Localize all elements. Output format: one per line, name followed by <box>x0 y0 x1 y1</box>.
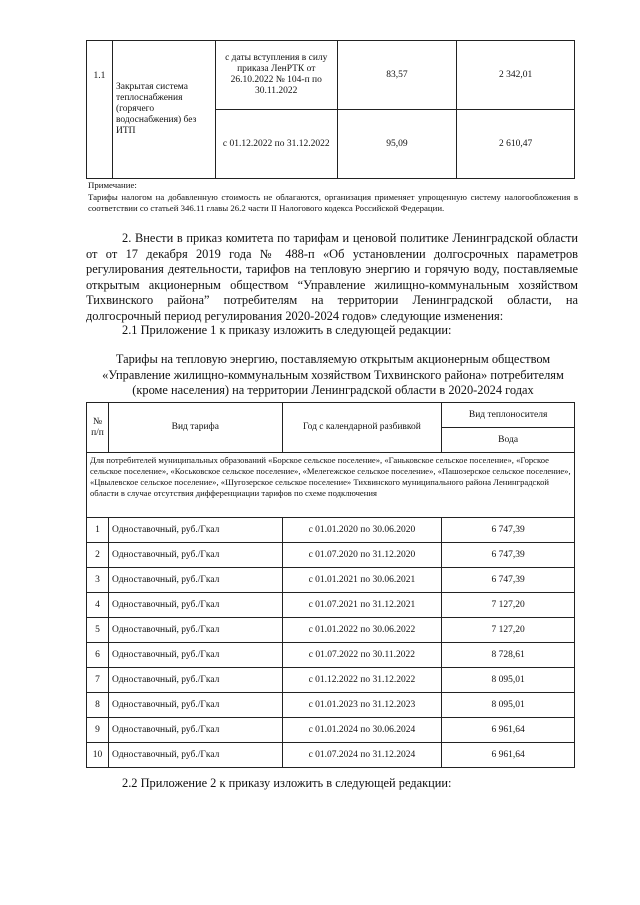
tariff-type: Одноставочный, руб./Гкал <box>108 693 282 718</box>
tariff-value: 8 095,01 <box>442 668 575 693</box>
table-row <box>87 568 575 593</box>
tariff-type: Одноставочный, руб./Гкал <box>108 518 282 543</box>
note-text: Тарифы налогом на добавленную стоимость не облагаются, организация применяет упрощенную систему налогообложения в соответствии со статьей 346.11 главы 26.2 части II Налогового кодекса Российской Федерации. <box>88 192 578 213</box>
period: с 01.01.2024 по 30.06.2024 <box>282 718 442 743</box>
tariff-type: Одноставочный, руб./Гкал <box>108 593 282 618</box>
table-row <box>87 743 575 768</box>
tariff-type: Одноставочный, руб./Гкал <box>108 743 282 768</box>
period: с 01.07.2024 по 31.12.2024 <box>282 743 442 768</box>
tariff-value: 6 961,64 <box>442 743 575 768</box>
table-row <box>87 718 575 743</box>
table-row <box>87 643 575 668</box>
paragraph-2: 2. Внести в приказ комитета по тарифам и ценовой политике Ленинградской области от от 17 декабря 2019 года № 488-п «Об установлении долгосрочных параметров регулирования деятельности, тарифов на тепловую энергию и горячую воду, поставляемые открытым акционерным обществом “Управление жилищно-коммунальным хозяйством Тихвинского района” потребителям на территории Ленинградской области, на долгосрочный период регулирования 2020-2024 годов» следующие изменения: <box>86 231 578 323</box>
header-year: Год с календарной разбивкой <box>282 403 442 453</box>
table-row <box>87 518 575 543</box>
row-num: 10 <box>87 743 109 768</box>
period: с 01.07.2022 по 30.11.2022 <box>282 643 442 668</box>
row-num: 6 <box>87 643 109 668</box>
table-row <box>87 668 575 693</box>
row-number: 1.1 <box>87 41 113 179</box>
tariff-value: 7 127,20 <box>442 593 575 618</box>
table-row <box>87 618 575 643</box>
row-num: 2 <box>87 543 109 568</box>
table-row <box>87 693 575 718</box>
row-num: 1 <box>87 518 109 543</box>
paragraph-2-2: 2.2 Приложение 2 к приказу изложить в следующей редакции: <box>122 776 452 790</box>
tariff-value: 7 127,20 <box>442 618 575 643</box>
top-tariff-table <box>86 40 575 179</box>
tariff-table <box>86 402 575 768</box>
table-row <box>87 543 575 568</box>
tariff-type: Одноставочный, руб./Гкал <box>108 718 282 743</box>
header-water: Вода <box>442 428 575 453</box>
tariff-value: 8 095,01 <box>442 693 575 718</box>
table-header-row <box>87 403 575 428</box>
system-description: Закрытая система теплоснабжения (горячего водоснабжения) без ИТП <box>112 41 215 179</box>
tariff-type: Одноставочный, руб./Гкал <box>108 543 282 568</box>
tariff-value: 6 961,64 <box>442 718 575 743</box>
period: с 01.12.2022 по 31.12.2022 <box>282 668 442 693</box>
row-num: 9 <box>87 718 109 743</box>
period: с 01.01.2023 по 31.12.2023 <box>282 693 442 718</box>
period-cell: с 01.12.2022 по 31.12.2022 <box>215 110 337 179</box>
tariff-type: Одноставочный, руб./Гкал <box>108 643 282 668</box>
value-cell: 95,09 <box>337 110 457 179</box>
table-row <box>87 593 575 618</box>
period: с 01.01.2022 по 30.06.2022 <box>282 618 442 643</box>
row-num: 3 <box>87 568 109 593</box>
value-cell: 2 610,47 <box>457 110 575 179</box>
row-num: 8 <box>87 693 109 718</box>
tariff-type: Одноставочный, руб./Гкал <box>108 568 282 593</box>
tariff-type: Одноставочный, руб./Гкал <box>108 668 282 693</box>
table-title: Тарифы на тепловую энергию, поставляемую открытым акционерным обществом «Управление жилищно-коммунальным хозяйством Тихвинского района» потребителям (кроме населения) на территории Ленинградской области в 2020-2024 годах <box>102 352 564 398</box>
row-num: 4 <box>87 593 109 618</box>
row-num: 5 <box>87 618 109 643</box>
merged-row <box>87 453 575 518</box>
tariff-value: 6 747,39 <box>442 543 575 568</box>
tariff-value: 6 747,39 <box>442 568 575 593</box>
tariff-value: 8 728,61 <box>442 643 575 668</box>
note-heading: Примечание: <box>88 180 137 190</box>
row-num: 7 <box>87 668 109 693</box>
header-num: № п/п <box>87 403 109 453</box>
header-carrier: Вид теплоносителя <box>442 403 575 428</box>
tariff-value: 6 747,39 <box>442 518 575 543</box>
period: с 01.07.2020 по 31.12.2020 <box>282 543 442 568</box>
tariff-type: Одноставочный, руб./Гкал <box>108 618 282 643</box>
header-tariff-type: Вид тарифа <box>108 403 282 453</box>
consumers-description: Для потребителей муниципальных образований «Борское сельское поселение», «Ганьковское сельское поселение», «Горское сельское поселение», «Коськовское сельское поселение», «Мелегежское сельское поселение», «Пашозерское сельское поселение», «Цвылевское сельское поселение», «Шугозерское сельское поселение» Тихвинского муниципального района Ленинградской области в случае отсутствия дифференциации тарифов по схеме подключения <box>87 453 575 518</box>
period: с 01.01.2020 по 30.06.2020 <box>282 518 442 543</box>
value-cell: 2 342,01 <box>457 41 575 110</box>
value-cell: 83,57 <box>337 41 457 110</box>
paragraph-2-1: 2.1 Приложение 1 к приказу изложить в следующей редакции: <box>122 323 452 337</box>
table-row <box>87 41 575 110</box>
period: с 01.07.2021 по 31.12.2021 <box>282 593 442 618</box>
period-cell: с даты вступления в силу приказа ЛенРТК от 26.10.2022 № 104-п по 30.11.2022 <box>215 41 337 110</box>
period: с 01.01.2021 по 30.06.2021 <box>282 568 442 593</box>
